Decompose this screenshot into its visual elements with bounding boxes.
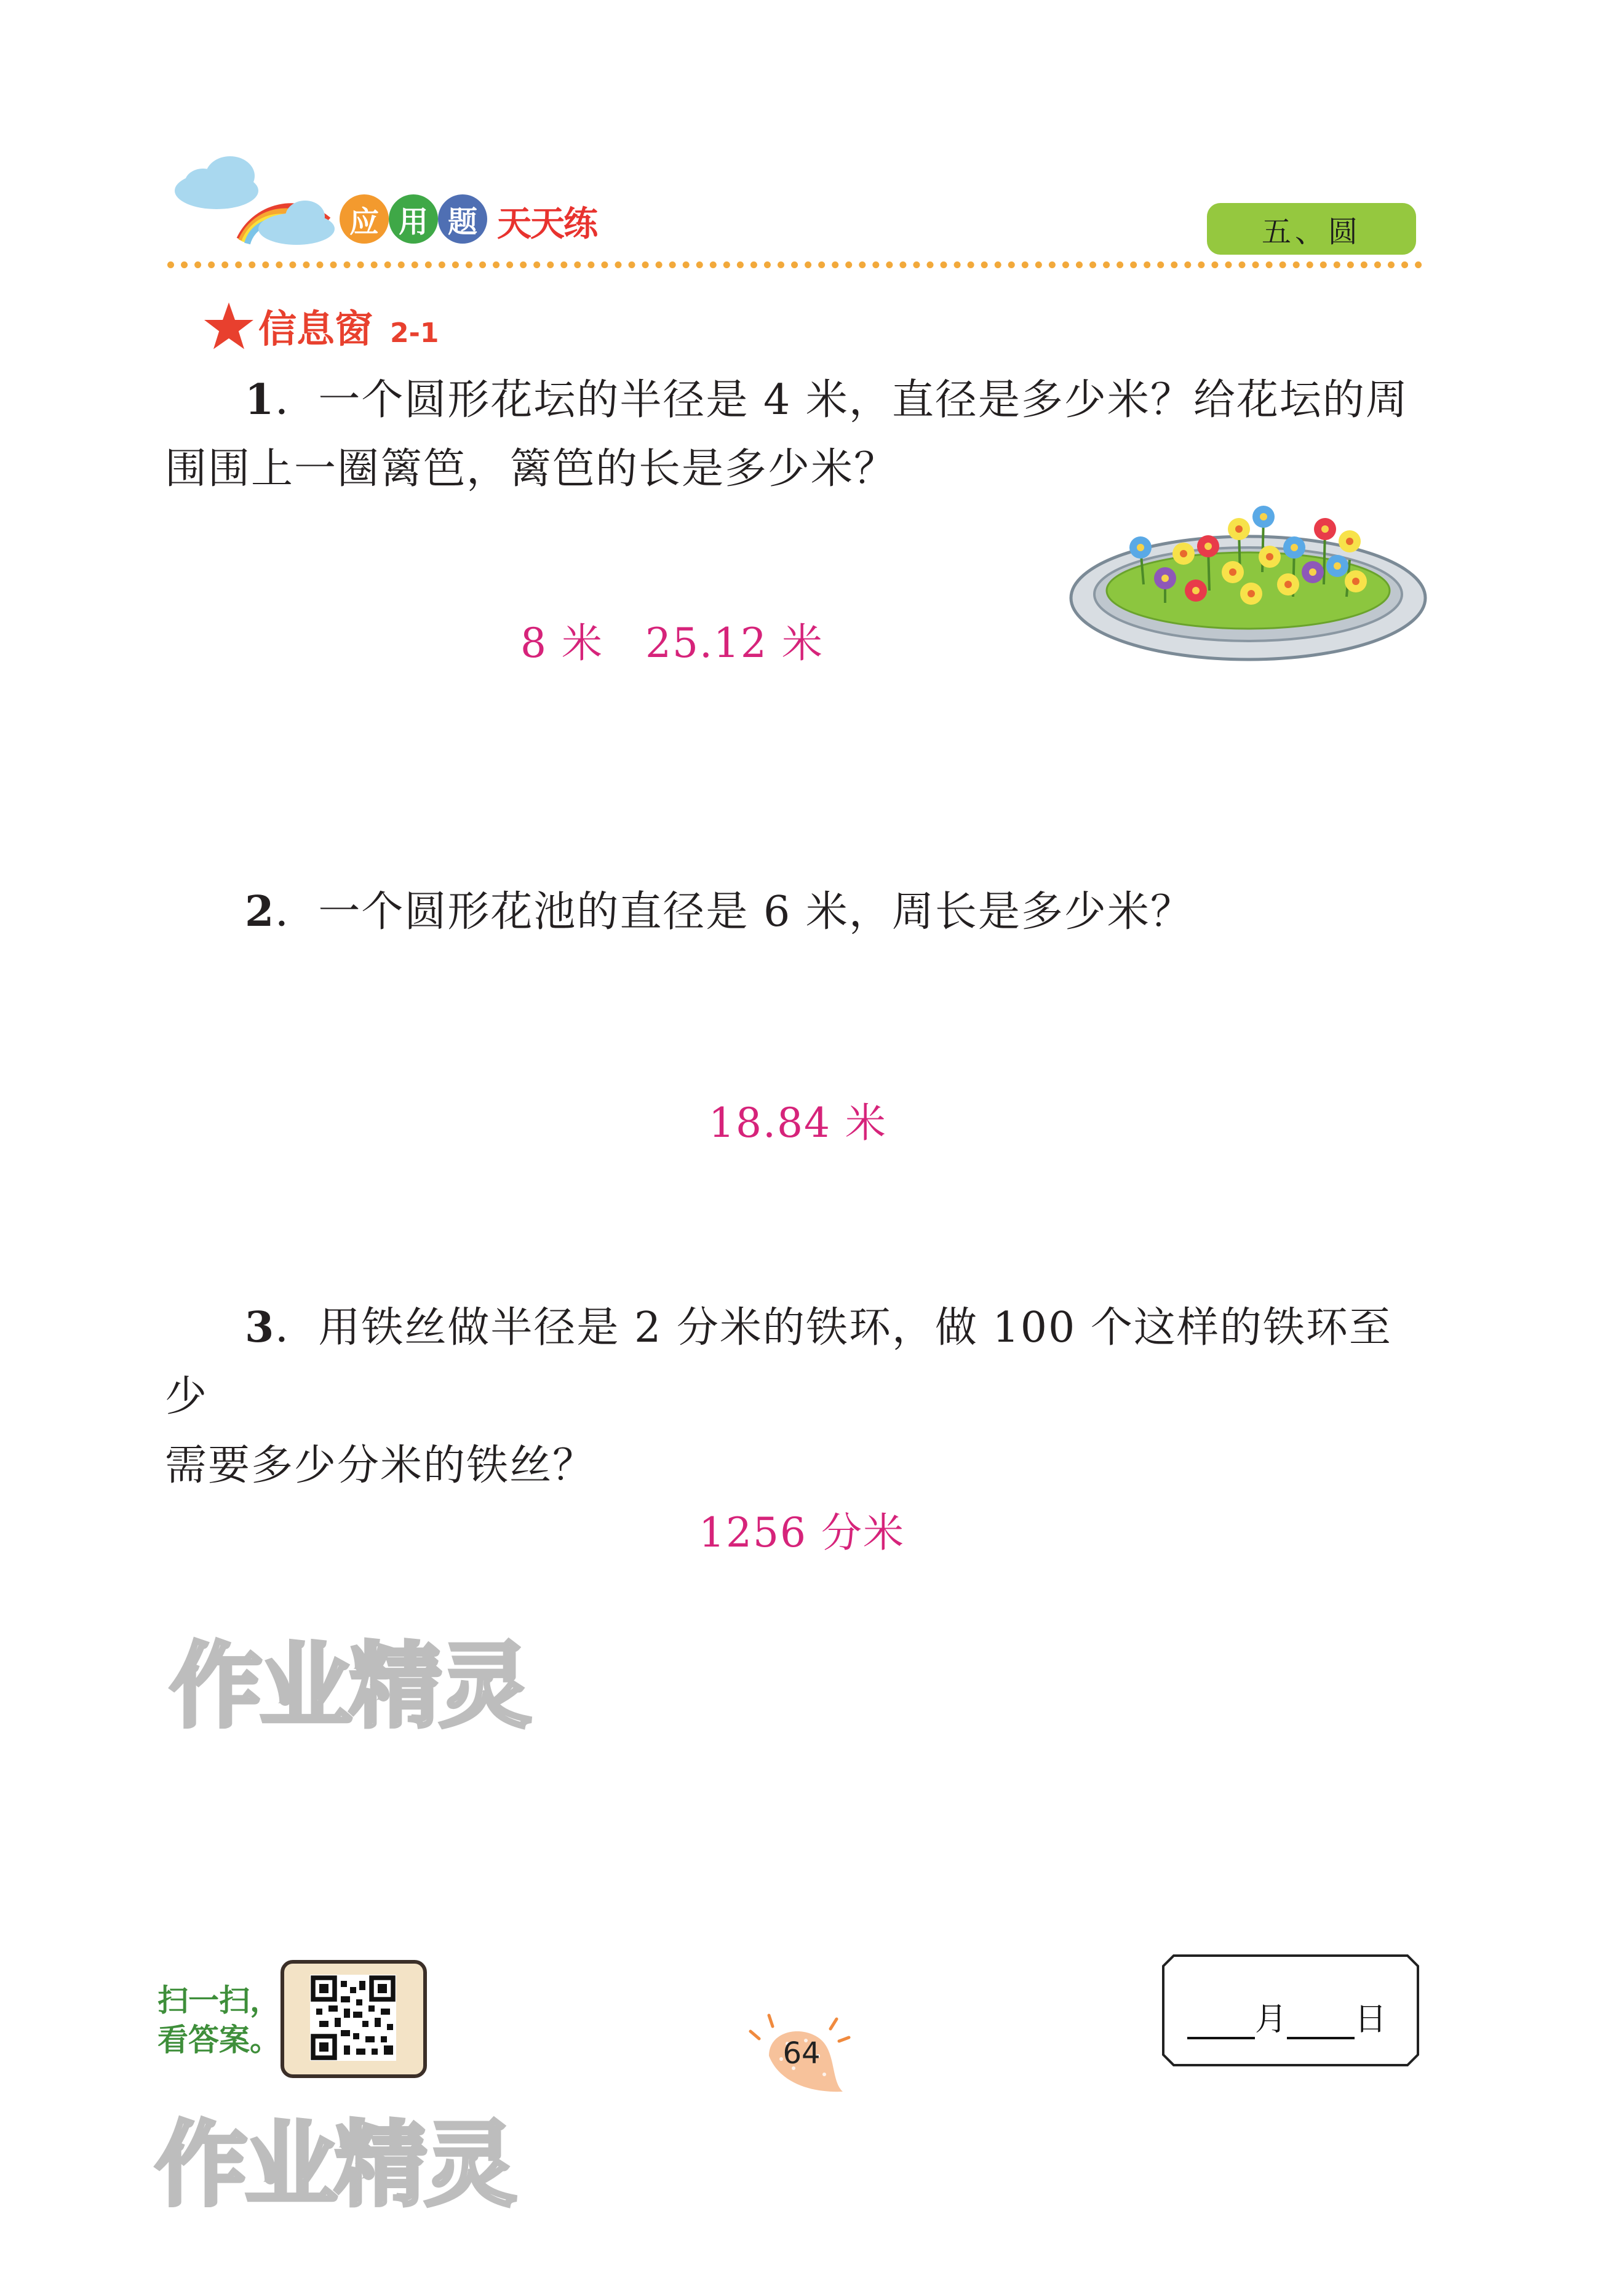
scan-prompt xyxy=(157,1981,281,2060)
question-number: 3 xyxy=(245,1303,276,1352)
brand-char-1: 应 xyxy=(340,194,389,244)
question-text: ．一个圆形花坛的半径是 4 米，直径是多少米？给花坛的周 xyxy=(275,376,1409,424)
flower-bed-illustration xyxy=(1067,492,1430,671)
section-title: 信息窗 xyxy=(258,306,373,351)
star-icon xyxy=(203,301,255,351)
rainbow-cloud-icon xyxy=(173,148,340,258)
scan-line-1: 扫一扫， xyxy=(157,1983,281,2018)
answer-3: 1256 分米 xyxy=(699,1509,905,1556)
watermark: 作业精灵 xyxy=(170,1633,530,1740)
chapter-tab: 五、圆 xyxy=(1207,203,1416,255)
question-text: ．一个圆形花池的直径是 6 米，周长是多少米？ xyxy=(275,888,1193,936)
page-number: 64 xyxy=(782,2036,821,2071)
question-3 xyxy=(165,1293,1432,1500)
header-divider xyxy=(167,261,1422,268)
question-text-cont: 需要多少分米的铁丝？ xyxy=(165,1441,596,1490)
watermark: 作业精灵 xyxy=(155,2112,515,2219)
section-number: 2-1 xyxy=(390,317,439,349)
question-2 xyxy=(165,877,1432,947)
section-heading xyxy=(203,298,439,353)
day-label: 日 xyxy=(1355,2001,1387,2038)
question-number: 1 xyxy=(245,375,276,424)
page-number-badge xyxy=(744,2007,855,2099)
question-text: ．用铁丝做半径是 2 分米的铁环，做 100 个这样的铁环至少 xyxy=(165,1304,1392,1421)
brand-char-2: 用 xyxy=(389,194,438,244)
question-text-cont: 围围上一圈篱笆，篱笆的长是多少米？ xyxy=(165,445,898,493)
month-label: 月 xyxy=(1255,2001,1288,2038)
date-field xyxy=(1187,1993,1387,2039)
month-blank[interactable] xyxy=(1187,2009,1255,2039)
question-1 xyxy=(165,365,1432,504)
day-blank[interactable] xyxy=(1287,2009,1355,2039)
answer-1: 8 米 25.12 米 xyxy=(520,619,824,667)
qr-code[interactable] xyxy=(281,1960,427,2078)
brand-tail: 天天练 xyxy=(497,204,597,244)
question-number: 2 xyxy=(245,887,276,936)
qr-code-icon xyxy=(310,1975,396,2061)
scan-line-2: 看答案。 xyxy=(157,2022,281,2058)
answer-2: 18.84 米 xyxy=(709,1099,887,1147)
brand-char-3: 题 xyxy=(438,194,487,244)
